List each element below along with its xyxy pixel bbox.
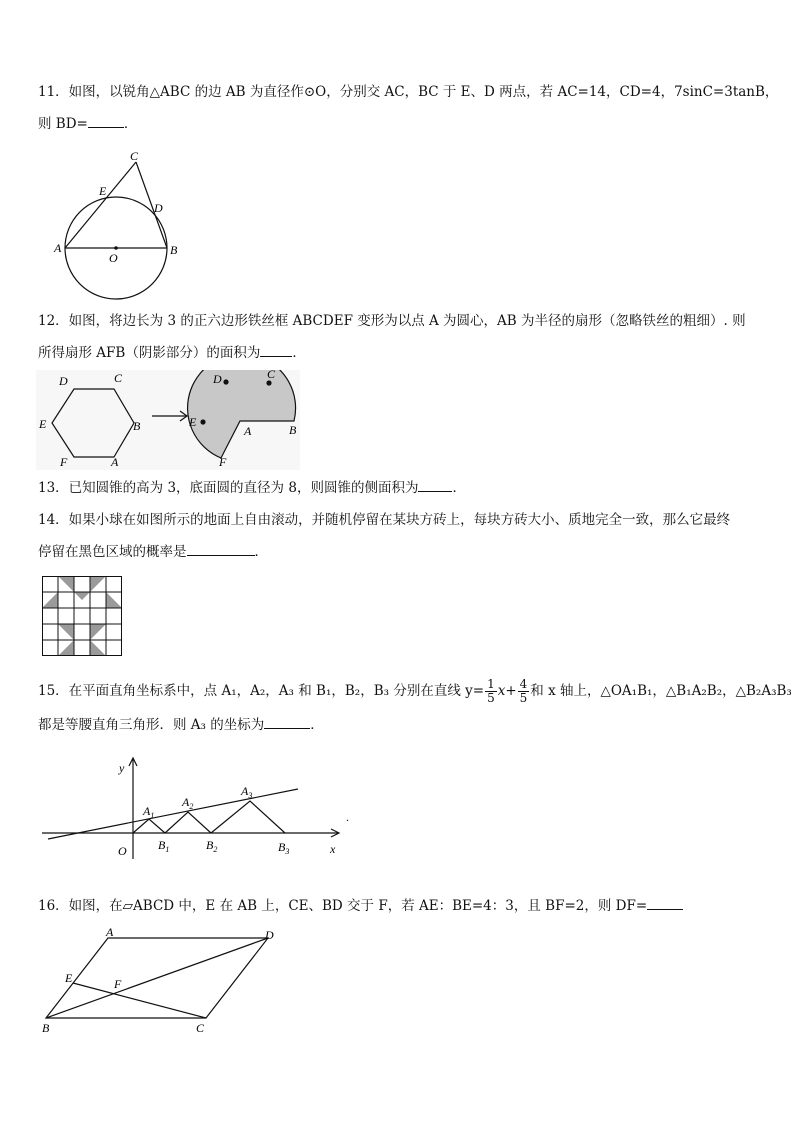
answer-blank [88,113,124,128]
answer-blank [647,895,683,910]
label-o: O [109,251,118,265]
q16-parallelogram-figure [36,926,281,1038]
question-16 [38,890,760,922]
q14-tile-grid-figure [42,576,122,656]
question-11 [38,76,779,140]
label-a: A [54,241,62,255]
hex-label-e: E [39,417,47,431]
q15-line2: 都是等腰直角三角形．则 A₃ 的坐标为 ． [38,709,760,741]
hex-label-c: C [114,371,123,385]
label-e: E [99,184,107,198]
hex-label-d: D [59,374,68,388]
answer-blank [264,714,310,729]
sector-label-c: C [267,370,276,381]
label-o: O [118,844,127,858]
triangle-b1a2b2 [165,812,211,833]
hex-label-b: B [133,419,141,433]
sector-label-a: A [244,424,252,438]
label-b1: $B_1$ [158,838,170,854]
answer-blank [187,541,255,556]
label-e: E [65,971,73,985]
diagonal-bd [46,938,268,1018]
question-13 [38,472,760,504]
label-d: D [154,201,163,215]
label-f: F [114,977,122,991]
label-c: C [130,149,139,163]
q14-line2: 停留在黑色区域的概率是 ． [38,536,760,568]
label-y: y [119,761,125,775]
triangle-b2a3b3 [211,801,285,833]
q13-line1: 13．已知圆锥的高为 3，底面圆的直径为 8，则圆锥的侧面积为 ． [38,472,760,504]
answer-blank [418,477,452,492]
label-d: D [265,928,274,942]
line-y-eq-fifth-x-plus-four-fifths [48,789,298,839]
q11-line1: 11．如图，以锐角△ABC 的边 AB 为直径作⊙O，分别交 AC，BC 于 E、D 两点，若 AC=14，CD=4，7sinC=3tanB， [38,84,779,100]
side-ac [65,162,136,248]
q15-line1: 15．在平面直角坐标系中，点 A₁，A₂，A₃ 和 B₁，B₂，B₃ 分别在直线 y= $\frac{1}{5}$ x+ $\frac{4}{5}$ 和 x 轴上，△OA₁B₁，△B₁A₂B₂，△B₂A₃B₃ [38,677,792,705]
hex-label-a: A [111,455,119,469]
label-a3: $A_3$ [241,784,253,800]
q16-line1: 16．如图，在▱ABCD 中，E 在 AB 上，CE、BD 交于 F，若 AE：BE=4：3，且 BF=2，则 DF= [38,890,760,922]
label-b3: $B_3$ [278,840,290,856]
q14-line1: 14．如果小球在如图所示的地面上自由滚动，并随机停留在某块方砖上，每块方砖大小、质地完全一致，那么它最终 [38,512,731,528]
fraction-four-fifths: $\frac{4}{5}$ [519,677,528,705]
label-a1: $A_1$ [143,804,155,820]
q11-line2: 则 BD= ． [38,108,760,140]
answer-blank [260,342,292,357]
label-a2: $A_2$ [182,795,194,811]
q12-line2: 所得扇形 AFB（阴影部分）的面积为 ． [38,337,760,369]
label-x: x [330,842,336,856]
hex-label-f: F [60,455,68,469]
label-c: C [196,1021,205,1035]
question-14 [38,504,760,568]
fraction-one-fifth: $\frac{1}{5}$ [487,677,495,705]
label-b2: $B_2$ [206,838,218,854]
sector-point-d [223,379,228,384]
sector-label-f: F [219,455,227,469]
trailing-dot: . [346,810,349,824]
sector-label-b: B [289,423,297,437]
sector-point-e [200,419,205,424]
q12-hexagon-figure [36,370,300,470]
sector-point-c [266,380,271,385]
sector-label-e: E [189,415,197,429]
sector-label-d: D [213,372,222,386]
grid-lines [42,576,122,656]
question-12 [38,305,760,369]
q15-coordinate-figure [38,755,358,863]
black-regions [42,576,122,656]
label-b: B [170,243,178,257]
question-15 [38,673,792,741]
label-b: B [42,1021,50,1035]
q11-circle-figure [50,148,190,303]
q12-line1: 12．如图，将边长为 3 的正六边形铁丝框 ABCDEF 变形为以点 A 为圆心，AB 为半径的扇形（忽略铁丝的粗细）. 则 [38,313,746,329]
center-point [114,246,118,250]
label-a: A [106,926,114,939]
